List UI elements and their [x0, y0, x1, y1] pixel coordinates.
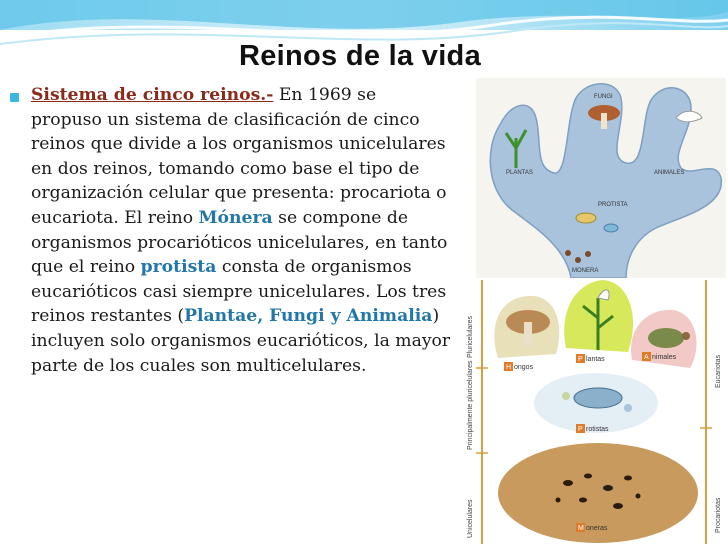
- text-segment-4: ) incluyen solo organismos eucarióticos, la mayor parte de los cuales son multicelulares.: [31, 306, 451, 376]
- tree-label-protista: PROTISTA: [598, 202, 628, 208]
- turtle-icon: [648, 328, 684, 348]
- text-segment-2: se compone de organismos procarióticos unicelulares, en tanto que el reino: [31, 207, 448, 278]
- axis-label-pluricelulares: Pluricelulares: [467, 315, 474, 358]
- moneras-initial: M: [578, 525, 584, 532]
- term-kingdoms: Plantae, Fungi y Animalia: [184, 306, 433, 327]
- axis-label-eucariotas: Eucariotas: [715, 354, 722, 388]
- protistas-label: rotistas: [586, 426, 609, 433]
- tree-label-fungi: FUNGI: [594, 94, 613, 100]
- protistas-initial: P: [578, 426, 583, 433]
- protistas-group: [534, 373, 658, 433]
- animales-label: nimales: [652, 354, 677, 361]
- moneras-group: [498, 443, 698, 543]
- bullet-icon: [10, 93, 19, 102]
- hongos-initial: H: [506, 364, 512, 371]
- plantas-initial: P: [578, 356, 583, 363]
- slide-title: Reinos de la vida: [238, 40, 481, 72]
- animales-initial: A: [644, 354, 649, 361]
- plantas-label: lantas: [586, 356, 605, 363]
- tree-label-plantas: PLANTAS: [506, 170, 533, 176]
- lead-term: Sistema de cinco reinos.-: [31, 85, 274, 105]
- hongos-label: ongos: [514, 364, 534, 371]
- body-paragraph: [31, 83, 451, 378]
- text-segment-1: En 1969 se propuso un sistema de clasificación de cinco reinos que divide a los organismos unicelulares en dos reinos, tomando como base el tipo de organización celular que presenta: procariota o eucariota. El reino: [31, 85, 447, 228]
- kingdom-diagram-figure: [458, 278, 728, 546]
- bacteria-icon: [563, 480, 573, 486]
- tree-label-animales: ANIMALES: [654, 170, 685, 176]
- axis-label-unicelulares: Unicelulares: [467, 499, 474, 538]
- moneras-label: oneras: [586, 525, 608, 532]
- term-protista: protista: [140, 257, 217, 278]
- tree-label-monera: MONERA: [572, 268, 599, 274]
- kingdom-tree-figure: [476, 78, 726, 278]
- axis-label-principalmente: Principalmente pluricelulares: [467, 360, 474, 450]
- paramecium-icon: [574, 388, 622, 408]
- term-monera: Mónera: [198, 207, 273, 228]
- text-segment-3: consta de organismos eucarióticos casi siempre unicelulares. Los tres reinos restantes (: [31, 257, 447, 327]
- axis-label-procariotas: Procariotas: [715, 497, 722, 533]
